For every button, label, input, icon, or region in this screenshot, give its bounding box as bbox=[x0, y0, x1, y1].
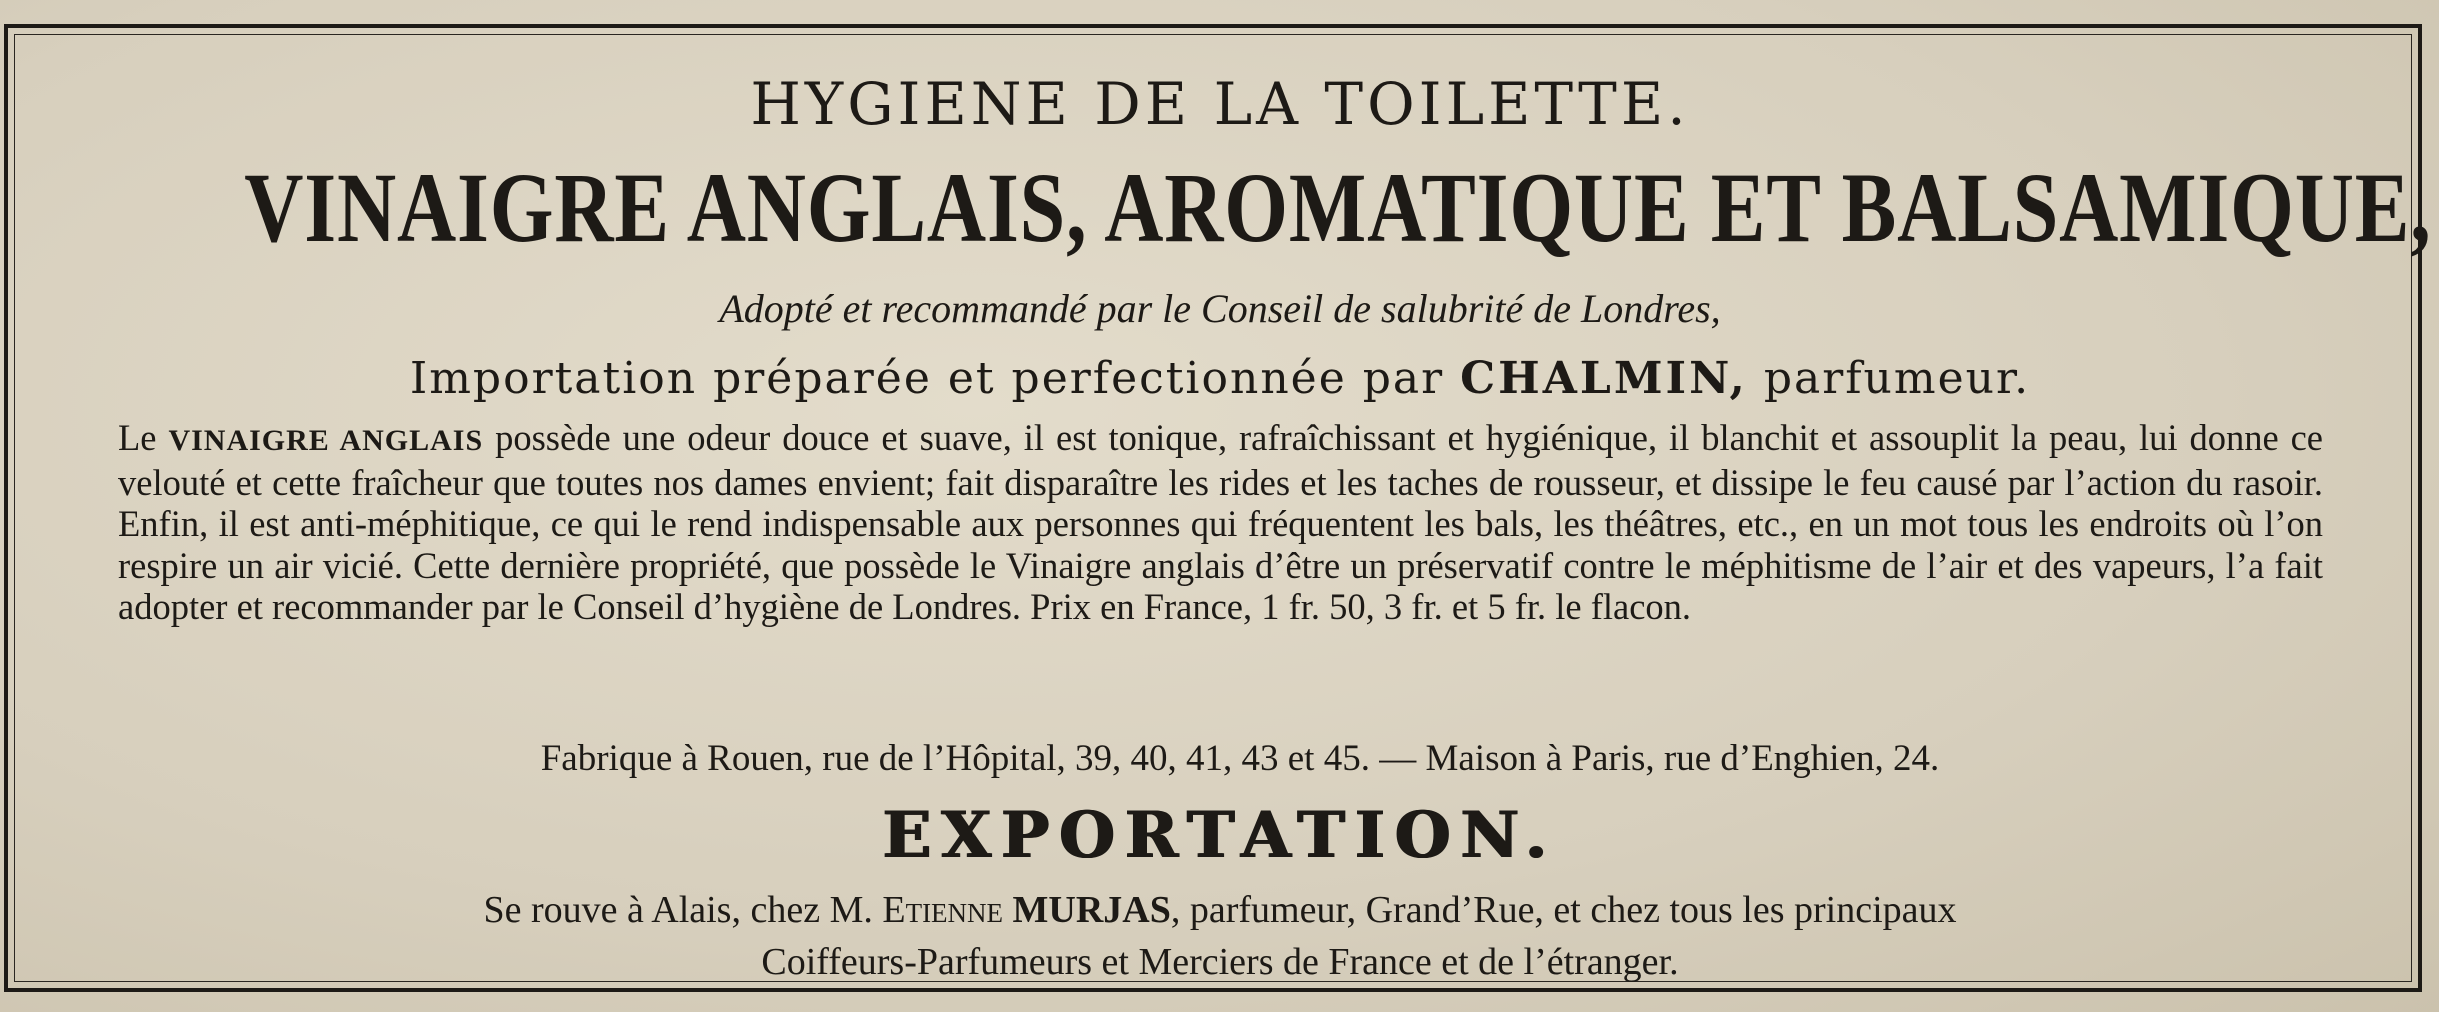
body-text: possède une odeur douce et suave, il est tonique, rafraîchissant et hygiénique, il blanchit et assouplit la peau, lui donne ce velouté et cette fraîcheur que toutes nos dames envient; fait disparaître les rides et les taches de rousseur, et dissipe le feu causé par l’action du rasoir. Enfin, il est anti-méphitique, ce qui le rend indispensable aux personnes qui fréquentent les bals, les théâtres, etc., en un mot tous les endroits où l’on respire un air vicié. Cette dernière propriété, que possède le Vinaigre anglais d’être un préservatif contre le méphitisme de l’air et des vapeurs, l’a fait adopter et recommander par le Conseil d’hygiène de Londres. Prix en France, 1 fr. 50, 3 fr. et 5 fr. le flacon. bbox=[118, 417, 2324, 627]
retailer-first-name: Etienne bbox=[882, 889, 1004, 931]
ad-subtitle: Adopté et recommandé par le Conseil de salubrité de Londres, bbox=[719, 286, 1721, 331]
ad-retailers-others: Coiffeurs-Parfumeurs et Merciers de France et de l’étranger. bbox=[761, 941, 1679, 983]
ad-importation-line bbox=[30, 353, 2410, 404]
ad-title: VINAIGRE ANGLAIS, AROMATIQUE ET BALSAMIQUE, bbox=[244, 152, 2432, 263]
ad-factory-address: Fabrique à Rouen, rue de l’Hôpital, 39, 40, 41, 43 et 45. — Maison à Paris, rue d’Enghien, 24. bbox=[540, 738, 1940, 779]
advertisement bbox=[30, 60, 2432, 983]
retailer-text: Se rouve à Alais, chez M. bbox=[483, 889, 883, 931]
product-name: VINAIGRE ANGLAIS bbox=[168, 424, 484, 457]
importation-text: Importation préparée et perfectionnée par bbox=[409, 353, 1461, 404]
body-lead-in: Le bbox=[118, 417, 169, 458]
exportation-heading: EXPORTATION. bbox=[882, 798, 1558, 873]
maker-name: CHALMIN, bbox=[1460, 353, 1748, 404]
ad-body-paragraph bbox=[118, 417, 2323, 628]
maker-role: parfumeur. bbox=[1747, 353, 2031, 404]
ad-retailer-line bbox=[30, 888, 2410, 932]
retailer-surname: MURJAS bbox=[1012, 889, 1171, 931]
ad-heading: HYGIENE DE LA TOILETTE. bbox=[750, 70, 1690, 138]
retailer-details: , parfumeur, Grand’Rue, et chez tous les principaux bbox=[1170, 889, 1957, 931]
